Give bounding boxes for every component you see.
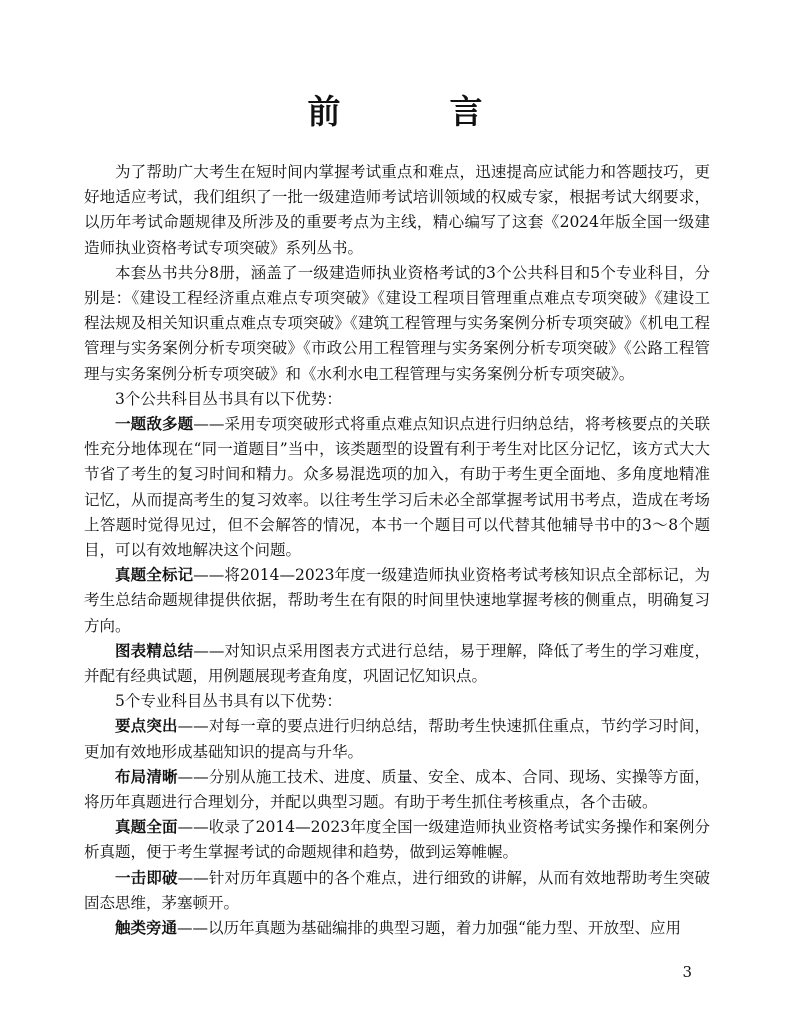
- paragraph-lead: 真题全标记: [115, 566, 194, 585]
- paragraph-10: [84, 815, 710, 865]
- paragraph-lead: 一击即破: [115, 868, 178, 887]
- paragraph-text: 5个专业科目丛书具有以下优势：: [115, 692, 342, 711]
- page-number: 3: [682, 963, 692, 981]
- paragraph-text: ——对每一章的要点进行归纳总结，帮助考生快速抓住重点，节约学习时间，更加有效地形成基础知识的提高与升华。: [84, 717, 710, 761]
- paragraph-2: [84, 261, 710, 387]
- paragraph-9: [84, 765, 710, 815]
- paragraph-text: 3个公共科目丛书具有以下优势：: [115, 389, 342, 408]
- page-title: 前 言: [307, 92, 521, 131]
- paragraph-7: [84, 689, 710, 714]
- paragraph-5: [84, 563, 710, 639]
- paragraph-lead: 真题全面: [115, 818, 178, 837]
- paragraph-text: ——以历年真题为基础编排的典型习题，着力加强“能力型、开放型、应用: [177, 919, 681, 938]
- paragraph-lead: 布局清晰: [115, 767, 178, 786]
- paragraph-11: [84, 866, 710, 916]
- paragraph-12: [84, 916, 710, 941]
- paragraph-lead: 图表精总结: [115, 641, 194, 660]
- paragraph-text: 为了帮助广大考生在短时间内掌握考试重点和难点，迅速提高应试能力和答题技巧，更好地适应考试，我们组织了一批一级建造师考试培训领域的权威专家，根据考试大纲要求，以历年考试命题规律及所涉及的重要考点为主线，精心编写了这套《2024年版全国一级建造师执业资格考试专项突破》系列丛书。: [84, 163, 710, 257]
- paragraph-text: ——分别从施工技术、进度、质量、安全、成本、合同、现场、实操等方面，将历年真题进行合理划分，并配以典型习题。有助于考生抓住考核重点，各个击破。: [84, 767, 710, 812]
- paragraph-text: ——针对历年真题中的各个难点，进行细致的讲解，从而有效地帮助考生突破固态思维，茅塞顿开。: [84, 868, 710, 912]
- paragraph-text: ——将2014—2023年度一级建造师执业资格考试考核知识点全部标记，为考生总结命题规律提供依据，帮助考生在有限的时间里快速地掌握考核的侧重点，明确复习方向。: [84, 566, 710, 635]
- paragraph-4: [84, 412, 710, 563]
- paragraph-8: [84, 714, 710, 764]
- paragraph-text: ——收录了2014—2023年度全国一级建造师执业资格考试实务操作和案例分析真题，便于考生掌握考试的命题规律和趋势，做到运筹帷幄。: [84, 818, 710, 862]
- paragraph-3: [84, 387, 710, 412]
- paragraph-text: ——采用专项突破形式将重点难点知识点进行归纳总结，将考核要点的关联性充分地体现在“同一道题目”当中，该类题型的设置有利于考生对比区分记忆，该方式大大节省了考生的复习时间和精力。众多易混选项的加入，有助于考生更全面地、多角度地精准记忆，从而提高考生的复习效率。以往考生学习后未必全部掌握考试用书考点，造成在考场上答题时觉得见过，但不会解答的情况，本书一个题目可以代替其他辅导书中的3～8个题目，可以有效地解决这个问题。: [84, 415, 710, 560]
- paragraph-1: [84, 160, 710, 261]
- paragraph-text: 本套丛书共分8册，涵盖了一级建造师执业资格考试的3个公共科目和5个专业科目，分别是：《建设工程经济重点难点专项突破》《建设工程项目管理重点难点专项突破》《建设工程法规及相关知识重点难点专项突破》《建筑工程管理与实务案例分析专项突破》《机电工程管理与实务案例分析专项突破》《市政公用工程管理与实务案例分析专项突破》《公路工程管理与实务案例分析专项突破》和《水利水电工程管理与实务案例分析专项突破》。: [84, 263, 710, 383]
- preface-body: [84, 160, 710, 941]
- paragraph-lead: 触类旁通: [115, 919, 178, 938]
- paragraph-6: [84, 639, 710, 689]
- paragraph-lead: 要点突出: [115, 717, 178, 736]
- paragraph-text: ——对知识点采用图表方式进行总结，易于理解，降低了考生的学习难度，并配有经典试题，用例题展现考查角度，巩固记忆知识点。: [84, 641, 710, 686]
- paragraph-lead: 一题敌多题: [115, 415, 194, 434]
